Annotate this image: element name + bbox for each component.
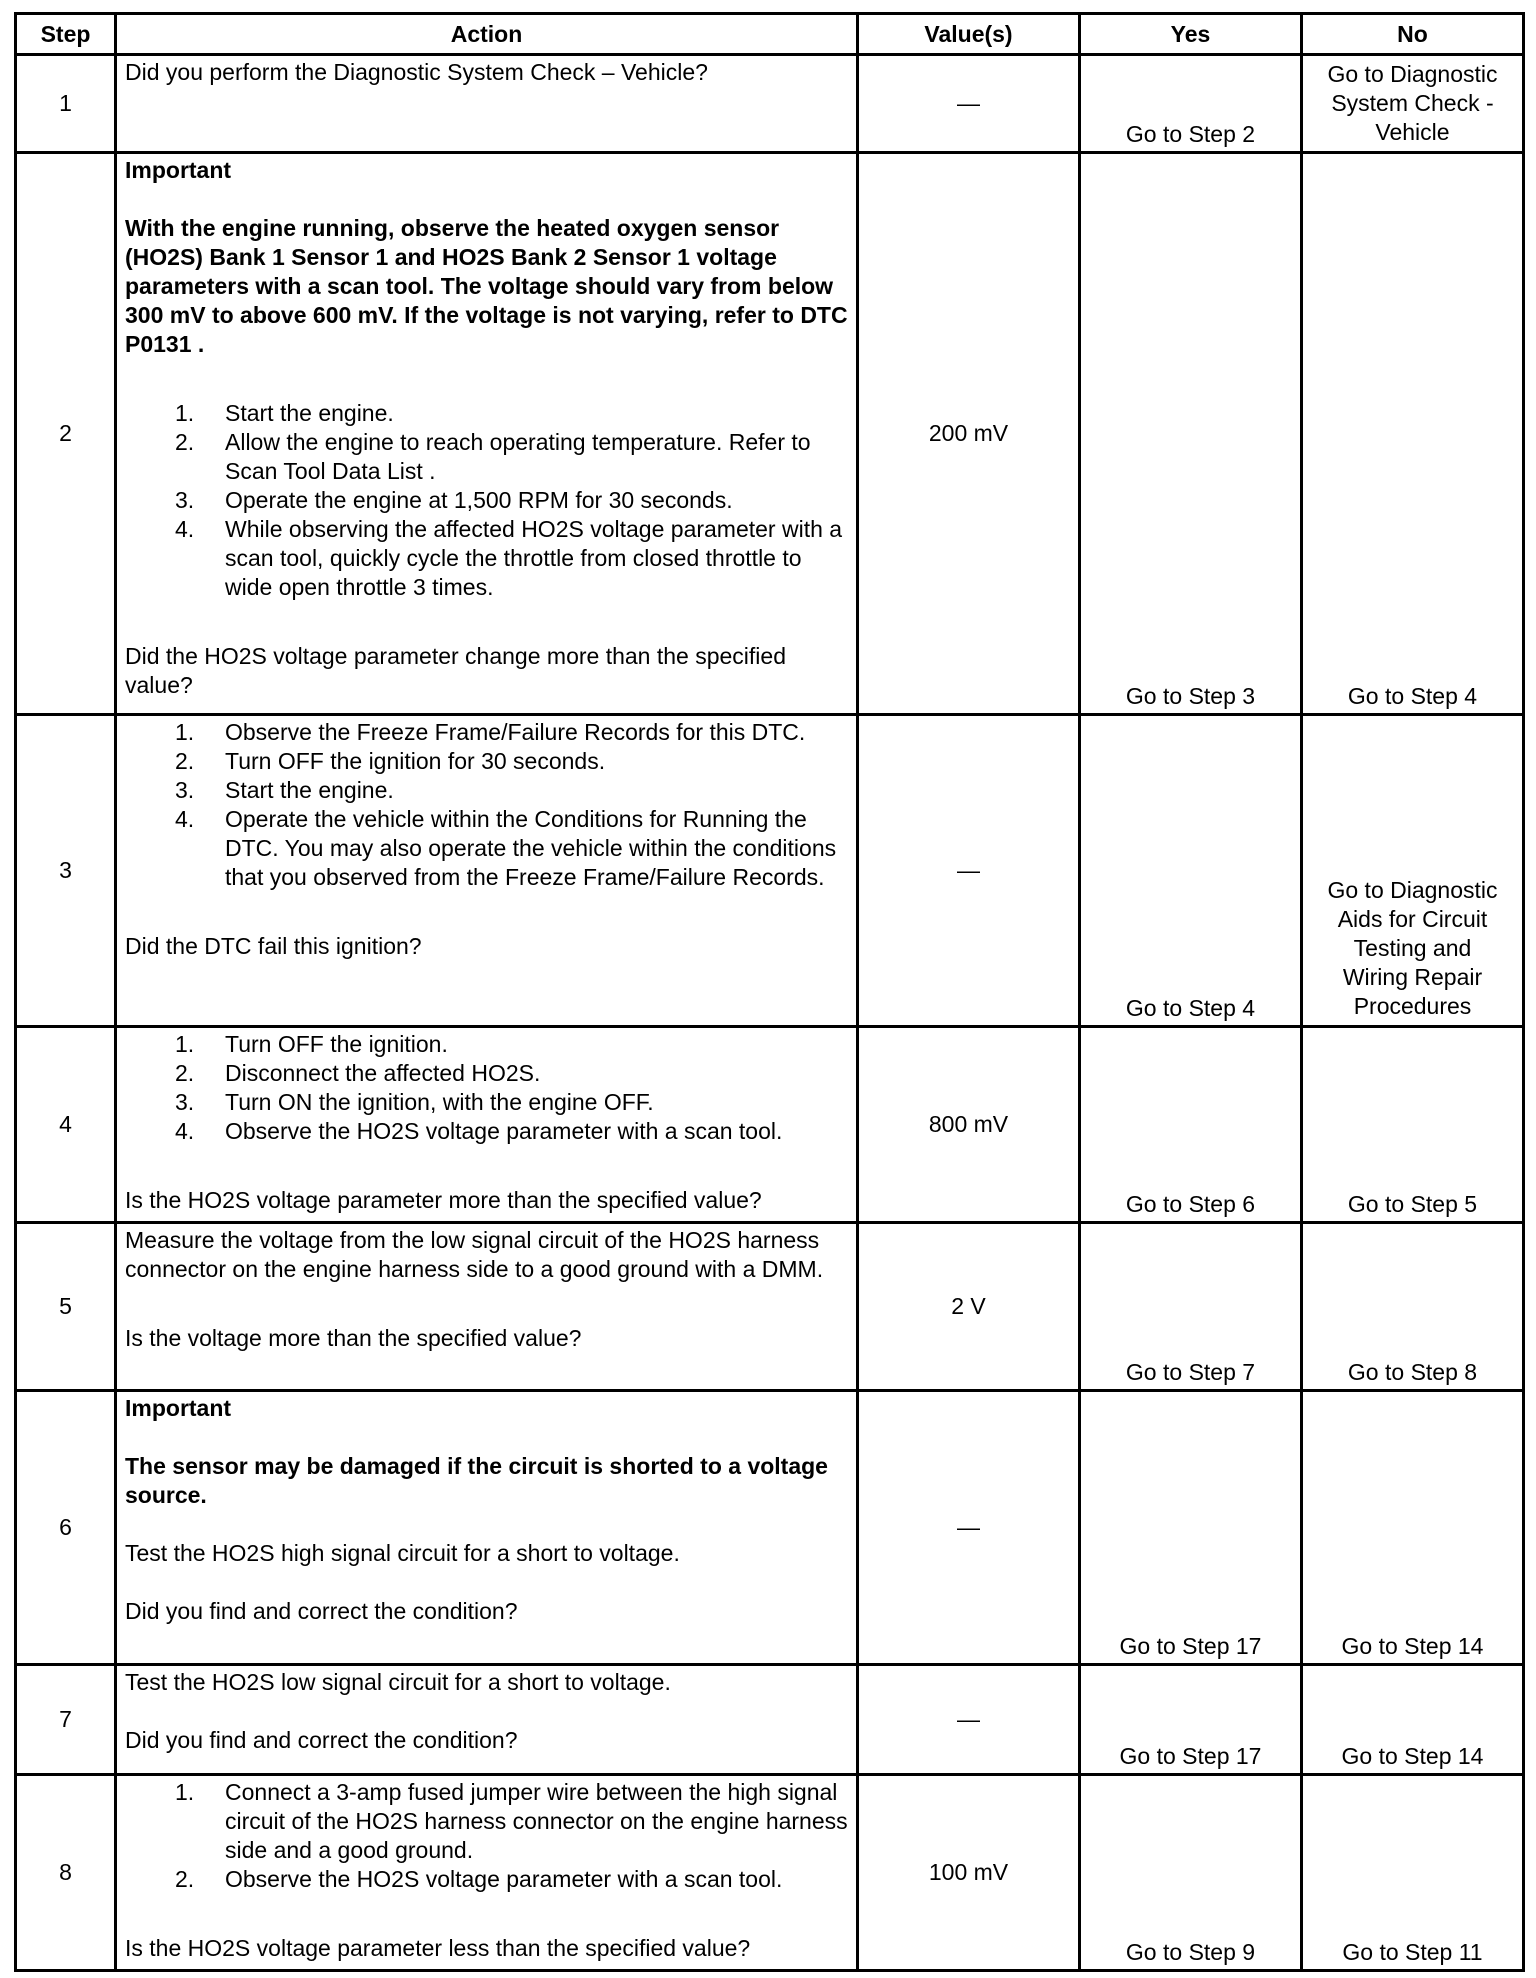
table-row <box>16 1027 1524 1223</box>
step-number: 5 <box>16 1223 116 1391</box>
important-label: Important <box>125 1395 232 1421</box>
list-item: 1. Observe the Freeze Frame/Failure Records for this DTC. <box>175 719 806 745</box>
step-number: 8 <box>16 1775 116 1971</box>
yes-cell: Go to Step 2 <box>1080 55 1302 153</box>
list-item: 2. Turn OFF the ignition for 30 seconds. <box>175 748 606 774</box>
value-cell: 2 V <box>858 1223 1080 1391</box>
yes-cell: Go to Step 7 <box>1080 1223 1302 1391</box>
value-cell: — <box>858 715 1080 1027</box>
action-cell <box>116 1027 858 1223</box>
action-question: Did you find and correct the condition? <box>125 1598 518 1624</box>
action-question: Is the HO2S voltage parameter more than the specified value? <box>125 1187 762 1213</box>
list-item: 4. While observing the affected HO2S voltage parameter with a scan tool, quickly cycle the throttle from closed throttle to wide open throttle 3 times. <box>175 516 843 600</box>
yes-cell: Go to Step 4 <box>1080 715 1302 1027</box>
list-item: 2. Allow the engine to reach operating temperature. Refer to Scan Tool Data List . <box>175 429 811 484</box>
important-text: With the engine running, observe the heated oxygen sensor (HO2S) Bank 1 Sensor 1 and HO2S Bank 2 Sensor 1 voltage parameters with a scan tool. The voltage should vary from below 300 mV to above 600 mV. If the voltage is not varying, refer to DTC P0131 . <box>125 215 848 357</box>
action-question: Is the voltage more than the specified value? <box>125 1325 582 1351</box>
action-cell <box>116 715 858 1027</box>
no-cell: Go to Diagnostic Aids for Circuit Testing and Wiring Repair Procedures <box>1302 715 1524 1027</box>
table-row <box>16 715 1524 1027</box>
important-text: The sensor may be damaged if the circuit is shorted to a voltage source. <box>125 1453 828 1508</box>
table-row <box>16 1391 1524 1665</box>
action-cell <box>116 1391 858 1665</box>
procedure-list <box>125 1778 848 1894</box>
table-row <box>16 153 1524 715</box>
no-cell: Go to Step 14 <box>1302 1665 1524 1775</box>
step-number: 7 <box>16 1665 116 1775</box>
action-cell <box>116 1665 858 1775</box>
list-item: 1. Connect a 3-amp fused jumper wire between the high signal circuit of the HO2S harness connector on the engine harness side and a good ground. <box>175 1779 848 1863</box>
value-cell: — <box>858 1665 1080 1775</box>
action-question: Is the HO2S voltage parameter less than the specified value? <box>125 1935 751 1961</box>
no-cell: Go to Step 5 <box>1302 1027 1524 1223</box>
list-item: 3. Operate the engine at 1,500 RPM for 30 seconds. <box>175 487 733 513</box>
no-cell: Go to Step 4 <box>1302 153 1524 715</box>
action-question: Did the HO2S voltage parameter change more than the specified value? <box>125 643 786 698</box>
table-row <box>16 1775 1524 1971</box>
list-item: 1. Turn OFF the ignition. <box>175 1031 448 1057</box>
list-item: 1. Start the engine. <box>175 400 394 426</box>
header-no: No <box>1302 14 1524 55</box>
action-question: Did the DTC fail this ignition? <box>125 933 422 959</box>
table-row <box>16 55 1524 153</box>
action-cell <box>116 1223 858 1391</box>
value-cell: — <box>858 55 1080 153</box>
procedure-list <box>125 399 848 602</box>
no-cell: Go to Diagnostic System Check - Vehicle <box>1302 55 1524 153</box>
action-cell <box>116 1775 858 1971</box>
header-step: Step <box>16 14 116 55</box>
list-item: 2. Disconnect the affected HO2S. <box>175 1060 541 1086</box>
no-cell: Go to Step 14 <box>1302 1391 1524 1665</box>
list-item: 2. Observe the HO2S voltage parameter with a scan tool. <box>175 1866 783 1892</box>
yes-cell: Go to Step 9 <box>1080 1775 1302 1971</box>
yes-cell: Go to Step 6 <box>1080 1027 1302 1223</box>
list-item: 4. Observe the HO2S voltage parameter with a scan tool. <box>175 1118 783 1144</box>
value-cell: 100 mV <box>858 1775 1080 1971</box>
step-number: 3 <box>16 715 116 1027</box>
important-label: Important <box>125 157 232 183</box>
action-text: Test the HO2S low signal circuit for a short to voltage. <box>125 1669 671 1695</box>
value-cell: — <box>858 1391 1080 1665</box>
procedure-list <box>125 718 848 892</box>
action-question: Did you perform the Diagnostic System Check – Vehicle? <box>125 59 708 85</box>
action-text: Test the HO2S high signal circuit for a short to voltage. <box>125 1540 680 1566</box>
action-cell <box>116 55 858 153</box>
table-row <box>16 1665 1524 1775</box>
step-number: 2 <box>16 153 116 715</box>
action-question: Did you find and correct the condition? <box>125 1727 518 1753</box>
yes-cell: Go to Step 17 <box>1080 1665 1302 1775</box>
header-values: Value(s) <box>858 14 1080 55</box>
list-item: 4. Operate the vehicle within the Conditions for Running the DTC. You may also operate the vehicle within the conditions that you observed from the Freeze Frame/Failure Records. <box>175 806 837 890</box>
value-cell: 200 mV <box>858 153 1080 715</box>
header-row <box>16 14 1524 55</box>
header-action: Action <box>116 14 858 55</box>
diagnostic-table <box>14 12 1525 1972</box>
procedure-list <box>125 1030 848 1146</box>
list-item: 3. Turn ON the ignition, with the engine OFF. <box>175 1089 654 1115</box>
list-item: 3. Start the engine. <box>175 777 394 803</box>
step-number: 1 <box>16 55 116 153</box>
no-cell: Go to Step 11 <box>1302 1775 1524 1971</box>
table-row <box>16 1223 1524 1391</box>
yes-cell: Go to Step 17 <box>1080 1391 1302 1665</box>
yes-cell: Go to Step 3 <box>1080 153 1302 715</box>
step-number: 6 <box>16 1391 116 1665</box>
value-cell: 800 mV <box>858 1027 1080 1223</box>
action-text: Measure the voltage from the low signal circuit of the HO2S harness connector on the engine harness side to a good ground with a DMM. <box>125 1227 824 1282</box>
header-yes: Yes <box>1080 14 1302 55</box>
step-number: 4 <box>16 1027 116 1223</box>
no-cell: Go to Step 8 <box>1302 1223 1524 1391</box>
action-cell <box>116 153 858 715</box>
